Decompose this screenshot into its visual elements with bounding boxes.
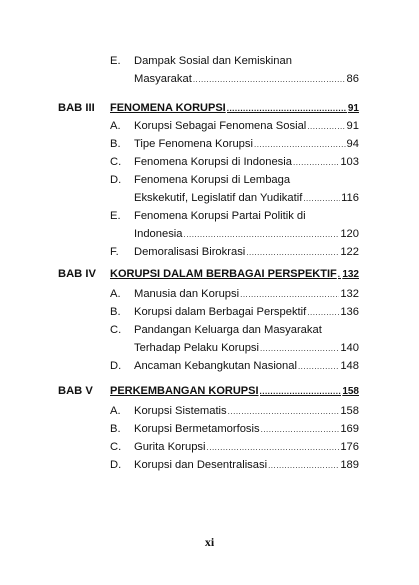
- entry-letter: B.: [110, 306, 121, 318]
- entry-letter: C.: [110, 324, 122, 336]
- entry-title: Korupsi dan Desentralisasi: [134, 459, 268, 471]
- toc-entry-row: [0, 402, 419, 420]
- toc-entry-row: [0, 225, 419, 243]
- entry-title-line: [134, 402, 359, 421]
- toc-chapter-row: [0, 99, 419, 117]
- entry-title-line: [134, 243, 359, 262]
- entry-title-line: [134, 189, 359, 208]
- page-ref: 91: [346, 120, 359, 132]
- toc-entry-row: [0, 171, 419, 189]
- leader-dots: [307, 118, 345, 136]
- entry-title: Korupsi Bermetamorfosis: [134, 423, 260, 435]
- chapter-title: PERKEMBANGAN KORUPSI: [110, 385, 259, 397]
- page-ref: 132: [340, 288, 359, 300]
- entry-title: Terhadap Pelaku Korupsi: [134, 342, 260, 354]
- entry-title: Dampak Sosial dan Kemiskinan: [134, 55, 292, 67]
- entry-letter: E.: [110, 210, 121, 222]
- chapter-number: BAB III: [58, 102, 95, 114]
- toc-entry-row: [0, 285, 419, 303]
- toc-entry-row: [0, 243, 419, 261]
- entry-title-line: [134, 420, 359, 439]
- entry-title-line: [134, 135, 359, 154]
- toc-entry-row: [0, 207, 419, 225]
- entry-letter: A.: [110, 120, 121, 132]
- entry-title-line: [134, 285, 359, 304]
- page-ref: 122: [340, 246, 359, 258]
- page-ref: 158: [342, 386, 359, 397]
- page-ref: 169: [340, 423, 359, 435]
- page-ref: 140: [340, 342, 359, 354]
- entry-title-line: [134, 321, 359, 339]
- entry-letter: C.: [110, 441, 122, 453]
- toc-entry-row: [0, 339, 419, 357]
- entry-title-line: [134, 70, 359, 89]
- chapter-title-line: [110, 99, 359, 118]
- leader-dots: [246, 244, 339, 262]
- entry-title: Korupsi dalam Berbagai Perspektif: [134, 306, 307, 318]
- leader-dots: [260, 340, 339, 358]
- entry-title-line: [134, 339, 359, 358]
- leader-dots: [193, 71, 346, 89]
- entry-letter: A.: [110, 288, 121, 300]
- entry-title-line: [134, 303, 359, 322]
- entry-letter: F.: [110, 246, 119, 258]
- chapter-title: FENOMENA KORUPSI: [110, 102, 226, 114]
- leader-dots: [307, 304, 339, 322]
- chapter-number: BAB V: [58, 385, 93, 397]
- toc-entry-row: [0, 456, 419, 474]
- entry-title: Ancaman Kebangkutan Nasional: [134, 360, 297, 372]
- entry-title: Masyarakat: [134, 73, 192, 85]
- entry-title: Demoralisasi Birokrasi: [134, 246, 246, 258]
- toc-chapter-row: [0, 382, 419, 400]
- chapter-title-line: [110, 265, 359, 284]
- entry-title: Tipe Fenomena Korupsi: [134, 138, 253, 150]
- toc-entry-row: [0, 321, 419, 339]
- entry-letter: D.: [110, 459, 122, 471]
- chapter-number: BAB IV: [58, 268, 96, 280]
- entry-title: Fenomena Korupsi di Indonesia: [134, 156, 292, 168]
- page-number: xi: [204, 535, 215, 549]
- toc-entry-row: [0, 420, 419, 438]
- entry-letter: B.: [110, 423, 121, 435]
- page-ref: 136: [340, 306, 359, 318]
- leader-dots: [254, 136, 346, 154]
- leader-dots: [228, 403, 340, 421]
- entry-title-line: [134, 225, 359, 244]
- chapter-title-line: [110, 382, 359, 401]
- leader-dots: [268, 457, 339, 475]
- leader-dots: [298, 358, 339, 376]
- toc-entry-row: [0, 189, 419, 207]
- entry-title: Fenomena Korupsi Partai Politik di: [134, 210, 306, 222]
- leader-dots: [207, 439, 340, 457]
- entry-title: Gurita Korupsi: [134, 441, 206, 453]
- leader-dots: [303, 190, 340, 208]
- toc-entry-row: [0, 438, 419, 456]
- page-ref: 103: [340, 156, 359, 168]
- page-ref: 176: [340, 441, 359, 453]
- leader-dots: [338, 266, 342, 284]
- entry-title-line: [134, 171, 359, 189]
- toc-entry-row: [0, 357, 419, 375]
- entry-letter: C.: [110, 156, 122, 168]
- entry-title: Pandangan Keluarga dan Masyarakat: [134, 324, 322, 336]
- leader-dots: [260, 383, 342, 401]
- toc-entry-row: [0, 70, 419, 88]
- page-ref: 91: [347, 103, 359, 114]
- page-ref: 158: [340, 405, 359, 417]
- entry-title: Manusia dan Korupsi: [134, 288, 240, 300]
- toc-entry-row: [0, 52, 419, 70]
- entry-title-line: [134, 207, 359, 225]
- entry-letter: A.: [110, 405, 121, 417]
- entry-letter: D.: [110, 174, 122, 186]
- page-ref: 148: [340, 360, 359, 372]
- entry-title-line: [134, 456, 359, 475]
- leader-dots: [227, 100, 347, 118]
- entry-title-line: [134, 438, 359, 457]
- leader-dots: [293, 154, 339, 172]
- entry-title: Indonesia: [134, 228, 183, 240]
- page-ref: 116: [341, 192, 359, 204]
- page-ref: 189: [340, 459, 359, 471]
- toc-entry-row: [0, 135, 419, 153]
- toc-entry-row: [0, 117, 419, 135]
- chapter-title: KORUPSI DALAM BERBAGAI PERSPEKTIF: [110, 268, 337, 280]
- entry-letter: B.: [110, 138, 121, 150]
- leader-dots: [261, 421, 340, 439]
- page-ref: 132: [342, 269, 359, 280]
- entry-letter: E.: [110, 55, 121, 67]
- toc-chapter-row: [0, 265, 419, 283]
- toc-entry-row: [0, 303, 419, 321]
- page-ref: 86: [346, 73, 359, 85]
- entry-title-line: [134, 153, 359, 172]
- page-ref: 94: [346, 138, 359, 150]
- entry-letter: D.: [110, 360, 122, 372]
- entry-title-line: [134, 117, 359, 136]
- entry-title-line: [134, 52, 359, 70]
- entry-title: Fenomena Korupsi di Lembaga: [134, 174, 291, 186]
- entry-title: Korupsi Sebagai Fenomena Sosial: [134, 120, 307, 132]
- page-ref: 120: [340, 228, 359, 240]
- entry-title: Ekskekutif, Legislatif dan Yudikatif: [134, 192, 303, 204]
- entry-title: Korupsi Sistematis: [134, 405, 227, 417]
- leader-dots: [240, 286, 339, 304]
- leader-dots: [184, 226, 340, 244]
- entry-title-line: [134, 357, 359, 376]
- toc-entry-row: [0, 153, 419, 171]
